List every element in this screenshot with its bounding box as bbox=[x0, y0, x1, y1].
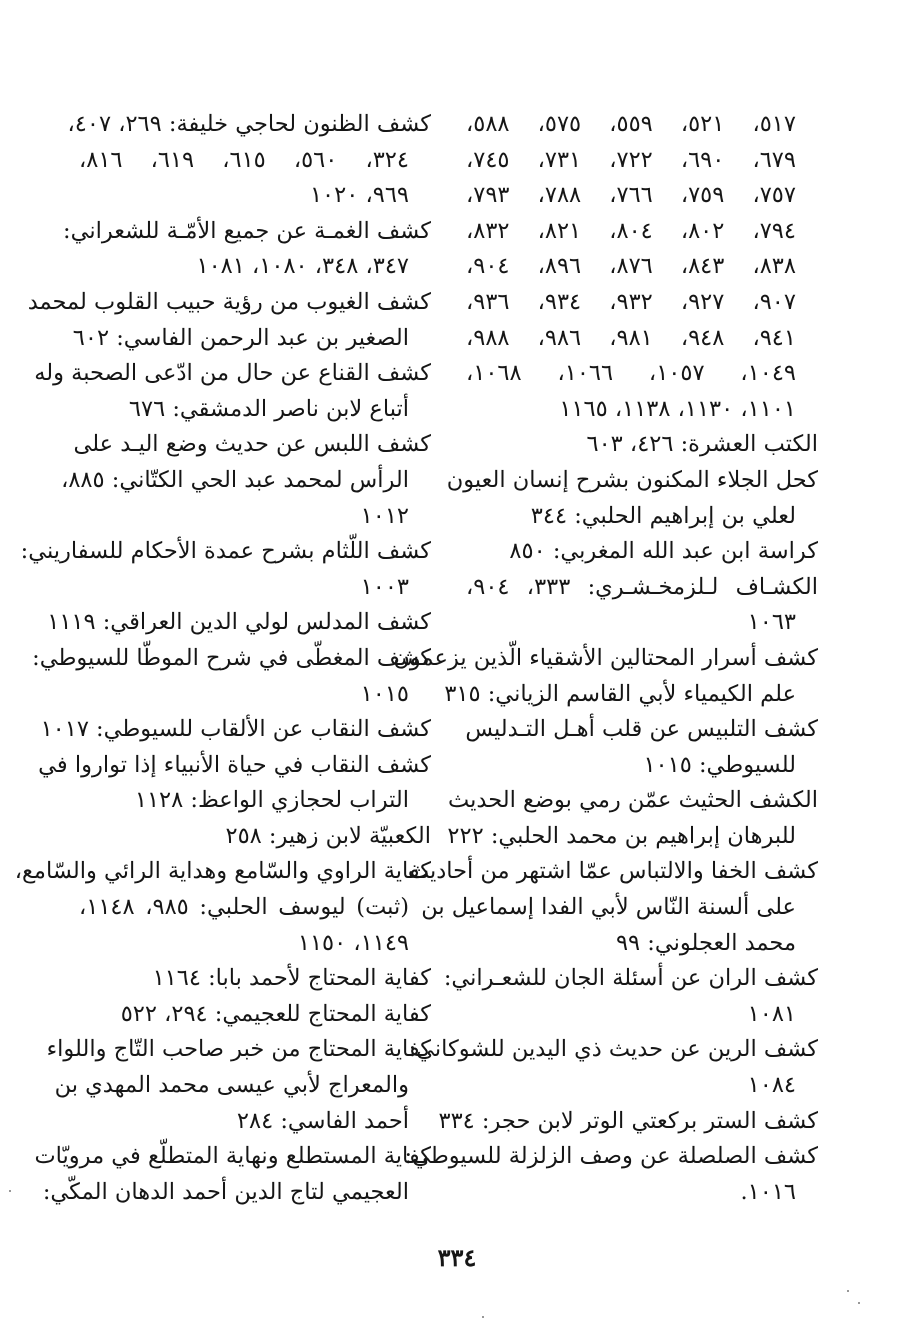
page-number: ٣٣٤ bbox=[437, 1243, 477, 1272]
index-entry: كشف المدلس لولي الدين العراقي: ١١١٩ bbox=[47, 609, 431, 636]
index-entry: كشف الظنون لحاجي خليفة: ٢٦٩، ٤٠٧، bbox=[67, 111, 431, 137]
index-entry-continuation: ١٠٦٣ bbox=[747, 609, 796, 636]
index-entry-continuation: العجيمي لتاج الدين أحمد الدهان المكّي: bbox=[42, 1178, 409, 1205]
index-entry: كشف اللبس عن حديث وضع اليـد على bbox=[73, 431, 431, 458]
index-entry-continuation: الرأس لمحمد عبد الحي الكتّاني: ٨٨٥، bbox=[61, 466, 409, 493]
index-entry-continuation: ١١٤٩، ١١٥٠ bbox=[297, 929, 409, 956]
index-entry-continuation: (ثبت) ليوسف الحلبي: ٩٨٥، ١١٤٨، bbox=[79, 894, 409, 921]
index-entry: كشف النقاب عن الألقاب للسيوطي: ١٠١٧ bbox=[40, 716, 431, 743]
index-entry: كشف اللّثام بشرح عمدة الأحكام للسفاريني: bbox=[20, 538, 431, 565]
index-entry: كشف الستر بركعتي الوتر لابن حجر: ٣٣٤ bbox=[438, 1107, 818, 1134]
index-entry: كشف الغمـة عن جميع الأمّـة للشعراني: bbox=[63, 217, 431, 244]
index-entry: كشف التلبيس عن قلب أهـل التـدليس bbox=[465, 716, 818, 743]
index-entry-continuation: ١٠٨٤ bbox=[747, 1072, 796, 1099]
index-entry-continuation: ١٠٤٩، ١٠٥٧، ١٠٦٦، ١٠٦٨، bbox=[466, 360, 797, 387]
index-entry: كشف المغطّى في شرح الموطّا للسيوطي: bbox=[32, 644, 431, 671]
index-entry-continuation: ٩٤١، ٩٤٨، ٩٨١، ٩٨٦، ٩٨٨، bbox=[466, 324, 796, 351]
index-entry: كفاية المحتاج من خبر صاحب التّاج واللواء bbox=[46, 1036, 431, 1063]
paper-speck bbox=[482, 1316, 484, 1318]
index-entry-continuation: ٨٣٨، ٨٤٣، ٨٧٦، ٨٩٦، ٩٠٤، bbox=[466, 253, 796, 280]
index-entry-continuation: محمد العجلوني: ٩٩ bbox=[615, 929, 796, 956]
index-entry-continuation: للبرهان إبراهيم بن محمد الحلبي: ٢٢٢ bbox=[447, 822, 796, 849]
index-entry: كفاية المحتاج للعجيمي: ٢٩٤، ٥٢٢ bbox=[120, 1000, 431, 1027]
index-entry-continuation: لعلي بن إبراهيم الحلبي: ٣٤٤ bbox=[530, 502, 796, 529]
index-column-left bbox=[14, 107, 431, 1210]
index-entry: كشف الغيوب من رؤية حبيب القلوب لمحمد bbox=[27, 288, 431, 315]
index-entry-continuation: للسيوطي: ١٠١٥ bbox=[643, 751, 796, 778]
index-entry-continuation: علم الكيمياء لأبي القاسم الزياني: ٣١٥ bbox=[444, 680, 796, 707]
index-entry-continuation: ٧٩٤، ٨٠٢، ٨٠٤، ٨٢١، ٨٣٢، bbox=[466, 217, 796, 244]
index-entry-continuation: ٣٤٧، ٣٤٨، ١٠٨٠، ١٠٨١ bbox=[196, 253, 409, 280]
index-entry-continuation: ٥١٧، ٥٢١، ٥٥٩، ٥٧٥، ٥٨٨، bbox=[466, 111, 796, 137]
index-entry: كفاية المحتاج لأحمد بابا: ١١٦٤ bbox=[152, 965, 431, 992]
index-entry-continuation: على ألسنة النّاس لأبي الفدا إسماعيل بن bbox=[421, 894, 796, 921]
index-entry: كشف الران عن أسئلة الجان للشعـراني: bbox=[443, 965, 818, 992]
index-column-right bbox=[393, 107, 818, 1210]
index-entry-continuation: ٧٥٧، ٧٥٩، ٧٦٦، ٧٨٨، ٧٩٣، bbox=[466, 182, 796, 209]
index-entry-continuation: ١٠١٥ bbox=[360, 680, 409, 707]
index-entry-continuation: ١٠١٢ bbox=[360, 502, 409, 529]
index-entry-continuation: أتباع لابن ناصر الدمشقي: ٦٧٦ bbox=[128, 395, 409, 422]
index-entry: الكشـاف لـلزمخـشـري: ٣٣٣، ٩٠٤، bbox=[466, 573, 818, 600]
index-entry: كشف النقاب في حياة الأنبياء إذا تواروا في bbox=[38, 751, 431, 778]
index-entry: الكتب العشرة: ٤٢٦، ٦٠٣ bbox=[586, 431, 818, 458]
index-entry-continuation: ١٠٨١ bbox=[747, 1000, 796, 1027]
index-entry: كحل الجلاء المكنون بشرح إنسان العيون bbox=[446, 466, 818, 493]
index-entry-continuation: ٩٠٧، ٩٢٧، ٩٣٢، ٩٣٤، ٩٣٦، bbox=[466, 288, 796, 315]
index-entry: كشف أسرار المحتالين الأشقياء الّذين يزعمون bbox=[393, 644, 818, 671]
index-entry-continuation: الصغير بن عبد الرحمن الفاسي: ٦٠٢ bbox=[72, 324, 409, 351]
index-entry-continuation: التراب لحجازي الواعظ: ١١٢٨ bbox=[134, 787, 409, 814]
index-entry-continuation: أحمد الفاسي: ٢٨٤ bbox=[236, 1107, 409, 1134]
paper-speck bbox=[9, 1190, 11, 1192]
index-entry: كشف الخفا والالتباس عمّا اشتهر من أحاديث bbox=[407, 858, 818, 885]
index-entry-continuation: ٩٦٩، ١٠٢٠ bbox=[309, 182, 409, 209]
index-entry: كشف القناع عن حال من ادّعى الصحبة وله bbox=[34, 360, 431, 387]
index-entry: كراسة ابن عبد الله المغربي: ٨٥٠ bbox=[509, 538, 818, 565]
index-entry-continuation: ١٠١٦. bbox=[740, 1178, 796, 1205]
index-entry: الكعبيّة لابن زهير: ٢٥٨ bbox=[225, 822, 431, 849]
index-entry: كفاية المستطلع ونهاية المتطلّع في مرويّات bbox=[34, 1143, 431, 1170]
index-entry: كفاية الراوي والسّامع وهداية الرائي والسّامع، bbox=[14, 858, 431, 885]
index-entry-continuation: ١٠٠٣ bbox=[360, 573, 409, 600]
index-entry-continuation: ١١٠١، ١١٣٠، ١١٣٨، ١١٦٥ bbox=[559, 395, 796, 422]
index-entry: كشف الرين عن حديث ذي اليدين للشوكاني: bbox=[408, 1036, 818, 1063]
index-entry: الكشف الحثيث عمّن رمي بوضع الحديث bbox=[448, 787, 818, 814]
index-entry-continuation: ٦٧٩، ٦٩٠، ٧٢٢، ٧٣١، ٧٤٥، bbox=[466, 146, 796, 173]
index-entry: كشف الصلصلة عن وصف الزلزلة للسيوطي: bbox=[404, 1143, 818, 1170]
paper-speck bbox=[847, 1290, 849, 1292]
index-entry-continuation: ٣٢٤، ٥٦٠، ٦١٥، ٦١٩، ٨١٦، bbox=[79, 146, 409, 173]
index-entry-continuation: والمعراج لأبي عيسى محمد المهدي بن bbox=[54, 1072, 409, 1099]
paper-speck bbox=[858, 1302, 860, 1304]
